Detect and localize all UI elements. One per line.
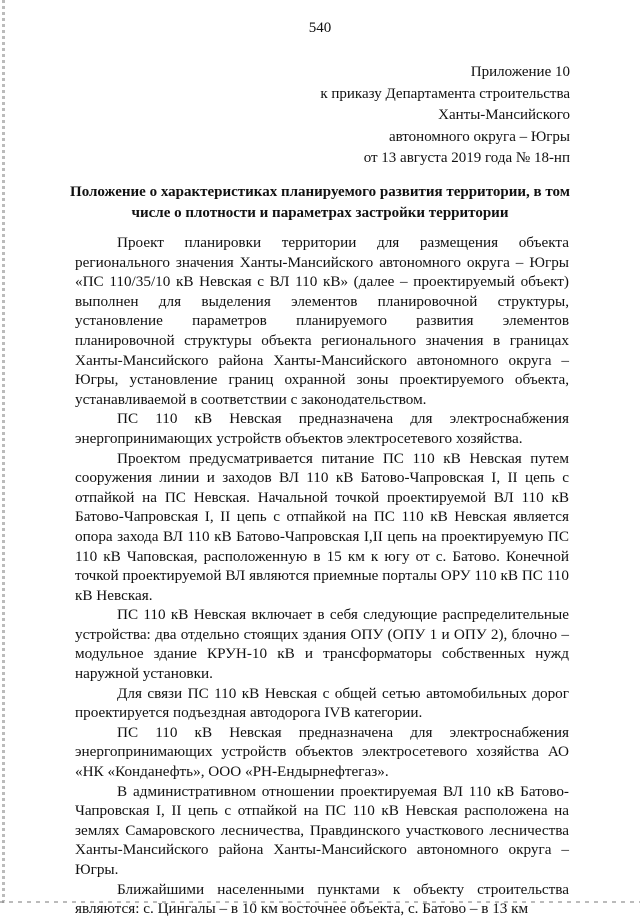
- paragraph: ПС 110 кВ Невская предназначена для электроснабжения энергопринимающих устройств объектов электросетевого хозяйства.: [75, 410, 569, 447]
- paragraph: ПС 110 кВ Невская включает в себя следующие распределительные устройства: два отдельно стоящих здания ОПУ (ОПУ 1 и ОПУ 2), блочно – модульное здание КРУН-10 кВ и трансформаторы собственных нужд наружной установки.: [75, 606, 569, 683]
- appendix-line: Приложение 10: [470, 64, 570, 80]
- appendix-line: Ханты-Мансийского: [438, 107, 570, 123]
- paragraph: Проект планировки территории для размещения объекта регионального значения Ханты-Мансийского автономного округа – Югры «ПС 110/35/10 кВ Невская с ВЛ 110 кВ» (далее – проектируемый объект) выполнен для выделения элементов планировочной структуры, установление параметров планируемого развития элементов планировочной структуры объекта регионального значения в границах Ханты-Мансийского района Ханты-Мансийского автономного округа – Югры, установление границ охранной зоны проектируемого объекта, устанавливаемой в соответствии с законодательством.: [75, 234, 569, 408]
- paragraph: Ближайшими населенными пунктами к объекту строительства являются: с. Цингалы – в 10 км восточнее объекта, с. Батово – в 13 км: [75, 880, 569, 918]
- paragraph: Проектом предусматривается питание ПС 110 кВ Невская путем сооружения линии и заходов ВЛ 110 кВ Батово-Чапровская I, II цепь с отпайкой на ПС Невская. Начальной точкой проектируемой ВЛ 110 кВ Батово-Чапровская I, II цепь с отпайкой на ПС 110 кВ Невская является опора захода ВЛ 110 кВ Батово-Чапровская I,II цепь на проектируемую ПС 110 кВ Чаповская, расположенную в 15 км к югу от с. Батово. Конечной точкой проектируемой ВЛ являются приемные порталы ОРУ 110 кВ ПС 110 кВ Невская.: [75, 449, 569, 604]
- scan-edge-left: [2, 0, 5, 905]
- appendix-header: [320, 62, 570, 170]
- appendix-line: автономного округа – Югры: [388, 128, 570, 145]
- appendix-line: от 13 августа 2019 года № 18-нп: [363, 150, 570, 166]
- document-body: [75, 233, 569, 919]
- page-number: 540: [308, 20, 332, 36]
- paragraph: ПС 110 кВ Невская предназначена для электроснабжения энергопринимающих устройств объектов электросетевого хозяйства АО «НК «Конданефть», ООО «РН-Ендырнефтегаз».: [75, 723, 569, 781]
- appendix-line: к приказу Департамента строительства: [320, 85, 570, 102]
- document-title: Положение о характеристиках планируемого развития территории, в том числе о плотности и параметрах застройки территории: [70, 184, 570, 221]
- paragraph: В административном отношении проектируемая ВЛ 110 кВ Батово-Чапровская I, II цепь с отпайкой на ПС 110 кВ Невская расположена на землях Самаровского лесничества, Правдинского участкового лесничества Ханты-Мансийского района Ханты-Мансийского автономного округа – Югры.: [75, 782, 569, 878]
- paragraph: Для связи ПС 110 кВ Невская с общей сетью автомобильных дорог проектируется подъездная автодорога IVB категории.: [75, 684, 569, 722]
